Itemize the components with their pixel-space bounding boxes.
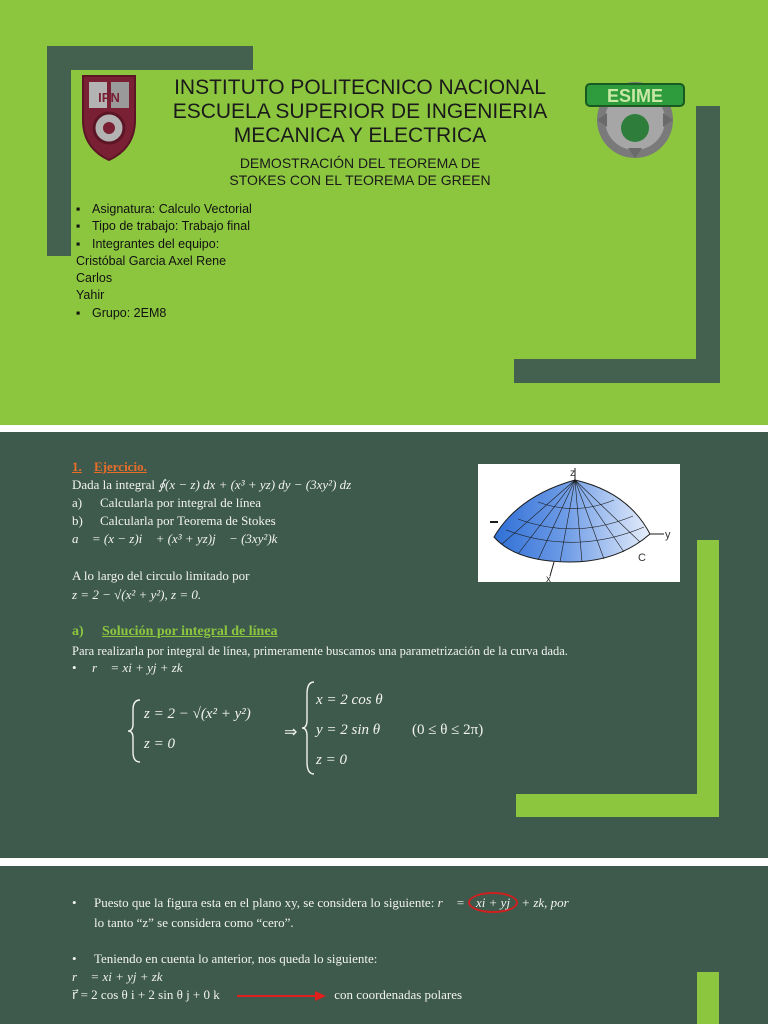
- axis-z-label: z: [570, 468, 575, 479]
- equation-system: [128, 680, 548, 780]
- cone-figure: [478, 464, 680, 582]
- axis-y-label: y: [665, 529, 671, 541]
- implies-arrow: ⇒: [284, 724, 298, 741]
- system-left-eq-2: z = 0: [144, 736, 175, 752]
- system-right-eq-1: x = 2 cos θ: [316, 692, 383, 708]
- equation-r-polar-line: [72, 986, 692, 1004]
- member-2: Carlos: [76, 271, 113, 286]
- system-right-eq-3: z = 0: [316, 752, 347, 768]
- member-1: Cristóbal Garcia Axel Rene: [76, 253, 227, 268]
- right-brace: [302, 680, 316, 776]
- info-list: [76, 201, 476, 322]
- exercise-text: [72, 458, 482, 548]
- polar-label: con coordenadas polares: [334, 987, 463, 1002]
- frame-top-bar: [47, 46, 253, 70]
- ipn-logo-text: IPN: [98, 90, 120, 105]
- system-right-eq-2: y = 2 sin θ: [316, 722, 381, 738]
- subtitle-line-1: DEMOSTRACIÓN DEL TEOREMA DE: [239, 155, 481, 171]
- title-slide: [0, 0, 768, 425]
- item-b: b) Calcularla por Teorema de Stokes: [72, 513, 276, 528]
- title-line-2: ESCUELA SUPERIOR DE INGENIERIA: [172, 100, 548, 123]
- ipn-logo: [77, 68, 141, 164]
- section-heading: a) Solución por integral de línea: [72, 624, 278, 639]
- frame-bottom-bar: [514, 359, 720, 383]
- accent-bar-right: [697, 540, 719, 817]
- bullet-1: • Puesto que la figura esta en el plano xy, se considera lo siguiente: r⃗ = xi + yj + zk, por lo tanto “z” se considera como “cero”.: [72, 892, 692, 932]
- member-3: Yahir: [76, 288, 105, 303]
- title-line-1: INSTITUTO POLITECNICO NACIONAL: [174, 76, 546, 99]
- left-brace: [128, 698, 142, 764]
- param-text: Para realizarla por integral de línea, primeramente buscamos una parametrización de la curva dada.: [72, 644, 568, 658]
- exercise-slide: [0, 432, 768, 858]
- bullet-1-continuation: lo tanto “z” se considera como “cero”.: [94, 915, 294, 930]
- system-left-eq-1: z = 2 − √(x² + y²): [144, 706, 251, 722]
- frame-right-bar: [696, 106, 720, 383]
- title-line-3: MECANICA Y ELECTRICA: [233, 124, 487, 147]
- surface-equation: z = 2 − √(x² + y²), z = 0.: [72, 587, 202, 602]
- circled-term: xi + yj: [468, 892, 518, 913]
- curve-c-label: C: [638, 552, 646, 564]
- info-grupo: ▪ Grupo: 2EM8: [76, 305, 167, 320]
- item-a: a) Calcularla por integral de línea: [72, 495, 261, 510]
- accent-bar-right: [697, 972, 719, 1024]
- info-tipo: ▪ Tipo de trabajo: Trabajo final: [76, 219, 250, 234]
- bullet-2: • Teniendo en cuenta lo anterior, nos queda lo siguiente: r⃗ = xi + yj + zk r⃗ = 2 cos θ i + 2 sin θ j + 0 k con coordenadas polares: [72, 950, 692, 1004]
- document-subtitle: [150, 155, 570, 189]
- vector-field: a⃗ = (x − z)i⃗ + (x³ + yz)j⃗ − (3xy²)k⃗: [72, 531, 288, 546]
- continuation-slide: [0, 866, 768, 1024]
- info-integrantes: ▪ Integrantes del equipo:: [76, 236, 220, 251]
- exercise-heading: 1. Ejercicio.: [72, 459, 147, 474]
- theta-range: (0 ≤ θ ≤ 2π): [412, 722, 484, 738]
- red-arrow: [235, 990, 327, 1002]
- equation-r-polar: r⃗ = 2 cos θ i + 2 sin θ j + 0 k: [72, 987, 220, 1002]
- frame-left-bar: [47, 46, 71, 256]
- esime-logo-text: ESIME: [606, 86, 664, 106]
- along-text: A lo largo del circulo limitado por z = 2 − √(x² + y²), z = 0.: [72, 566, 482, 604]
- accent-bar-bottom: [516, 794, 719, 817]
- institution-title: [150, 76, 570, 148]
- r-vector-line: • r⃗ = xi + yj + zk: [72, 660, 183, 675]
- esime-logo: [580, 68, 690, 166]
- integral-line: Dada la integral ∮(x − z) dx + (x³ + yz) dy − (3xy²) dz: [72, 477, 352, 492]
- integral-expression: ∮(x − z) dx + (x³ + yz) dy − (3xy²) dz: [158, 477, 352, 492]
- axis-x-label: x: [546, 574, 551, 582]
- info-asignatura: ▪ Asignatura: Calculo Vectorial: [76, 202, 252, 216]
- subtitle-line-2: STOKES CON EL TEOREMA DE GREEN: [229, 172, 491, 188]
- equation-r-cartesian: r⃗ = xi + yj + zk: [72, 969, 163, 984]
